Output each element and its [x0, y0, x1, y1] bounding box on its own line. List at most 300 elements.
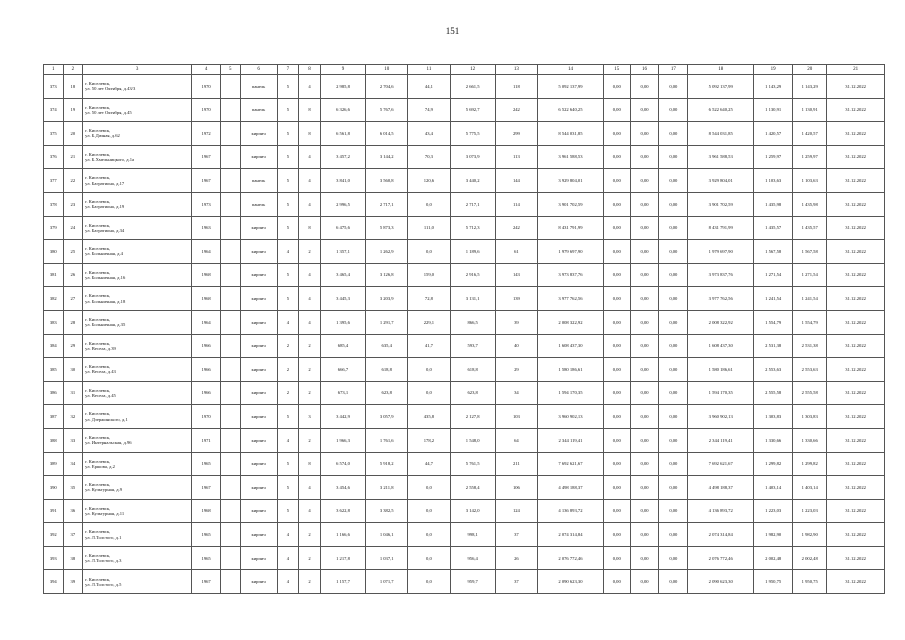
cell-col-7: 5: [277, 169, 299, 193]
cell-col-5: [221, 75, 241, 99]
cell-col-12: 618,8: [450, 358, 495, 382]
cell-col-15: 0,00: [603, 145, 630, 169]
cell-col-7: 4: [277, 570, 299, 594]
cell-col-17: 0,00: [659, 216, 688, 240]
cell-col-13: 143: [495, 263, 537, 287]
cell-col-2: 32: [63, 405, 83, 429]
cell-col-12: 998,1: [450, 523, 495, 547]
cell-col-1: 386: [44, 381, 64, 405]
cell-col-5: [221, 334, 241, 358]
cell-col-6: панель: [240, 169, 277, 193]
cell-col-16: 0,00: [630, 428, 659, 452]
cell-col-6: кирпич: [240, 476, 277, 500]
cell-col-5: [221, 476, 241, 500]
cell-col-6: кирпич: [240, 428, 277, 452]
cell-col-11: 44,1: [408, 75, 450, 99]
table-row: [44, 216, 885, 240]
cell-col-5: [221, 263, 241, 287]
cell-col-11: 0,0: [408, 381, 450, 405]
cell-col-12: 623,8: [450, 381, 495, 405]
cell-col-20: 1 435,98: [793, 192, 827, 216]
cell-col-14: 1 594 170,35: [538, 381, 604, 405]
cell-col-8: 4: [299, 169, 321, 193]
cell-col-19: 2 553,63: [754, 358, 793, 382]
address-cell: [83, 75, 192, 99]
cell-col-13: 139: [495, 287, 537, 311]
cell-col-2: 19: [63, 98, 83, 122]
cell-col-14: 3 960 902,13: [538, 405, 604, 429]
cell-col-18: 2 344 119,41: [688, 428, 754, 452]
table-row: [44, 546, 885, 570]
cell-col-21: 31.12.2022: [827, 452, 885, 476]
cell-col-21: 31.12.2022: [827, 240, 885, 264]
cell-col-10: 623,8: [366, 381, 408, 405]
cell-col-6: панель: [240, 75, 277, 99]
cell-col-11: 120,6: [408, 169, 450, 193]
cell-col-12: 2 661,5: [450, 75, 495, 99]
cell-col-5: [221, 98, 241, 122]
cell-col-19: 1 223,03: [754, 499, 793, 523]
cell-col-5: [221, 240, 241, 264]
column-header-7: 7: [277, 65, 299, 75]
cell-col-21: 31.12.2022: [827, 499, 885, 523]
column-header-9: 9: [320, 65, 365, 75]
cell-col-1: 373: [44, 75, 64, 99]
cell-col-14: 3 929 804,01: [538, 169, 604, 193]
cell-col-13: 40: [495, 334, 537, 358]
cell-col-4: 1967: [192, 570, 221, 594]
cell-col-2: 33: [63, 428, 83, 452]
cell-col-2: 39: [63, 570, 83, 594]
address-line: г. Киселевск,: [85, 293, 111, 299]
address-line: г. Киселевск,: [85, 364, 111, 370]
cell-col-7: 4: [277, 310, 299, 334]
cell-col-7: 5: [277, 405, 299, 429]
address-cell: [83, 310, 192, 334]
cell-col-2: 27: [63, 287, 83, 311]
cell-col-2: 26: [63, 263, 83, 287]
cell-col-7: 5: [277, 499, 299, 523]
cell-col-18: 2 090 623,30: [688, 570, 754, 594]
cell-col-9: 6 475,6: [320, 216, 365, 240]
cell-col-20: 1 303,83: [793, 405, 827, 429]
cell-col-17: 0,00: [659, 428, 688, 452]
cell-col-8: 2: [299, 240, 321, 264]
cell-col-12: 593,7: [450, 334, 495, 358]
cell-col-18: 3 901 702,59: [688, 192, 754, 216]
cell-col-11: 72,8: [408, 287, 450, 311]
address-cell: [83, 405, 192, 429]
cell-col-15: 0,00: [603, 240, 630, 264]
cell-col-5: [221, 428, 241, 452]
cell-col-14: 4 136 893,72: [538, 499, 604, 523]
cell-col-16: 0,00: [630, 358, 659, 382]
cell-col-17: 0,00: [659, 381, 688, 405]
cell-col-18: 3 977 762,56: [688, 287, 754, 311]
cell-col-4: 1967: [192, 145, 221, 169]
cell-col-17: 0,00: [659, 499, 688, 523]
cell-col-16: 0,00: [630, 216, 659, 240]
cell-col-18: 4 498 188,37: [688, 476, 754, 500]
cell-col-17: 0,00: [659, 546, 688, 570]
cell-col-13: 242: [495, 98, 537, 122]
address-line: ул. Л.Толстого, д.1: [85, 534, 122, 540]
address-line: ул. Л.Толстого, д.5: [85, 581, 122, 587]
address-cell: [83, 240, 192, 264]
cell-col-4: 1970: [192, 98, 221, 122]
cell-col-9: 1 966,3: [320, 428, 365, 452]
column-header-6: 6: [240, 65, 277, 75]
cell-col-12: 2 127,8: [450, 405, 495, 429]
cell-col-19: 1 241,54: [754, 287, 793, 311]
address-cell: [83, 192, 192, 216]
cell-col-1: 389: [44, 452, 64, 476]
cell-col-9: 2 996,5: [320, 192, 365, 216]
cell-col-13: 124: [495, 499, 537, 523]
cell-col-18: 3 960 902,13: [688, 405, 754, 429]
column-header-17: 17: [659, 65, 688, 75]
cell-col-21: 31.12.2022: [827, 75, 885, 99]
cell-col-16: 0,00: [630, 169, 659, 193]
cell-col-2: 36: [63, 499, 83, 523]
cell-col-5: [221, 523, 241, 547]
cell-col-11: 0,0: [408, 192, 450, 216]
cell-col-12: 2 717,1: [450, 192, 495, 216]
cell-col-21: 31.12.2022: [827, 192, 885, 216]
address-cell: [83, 499, 192, 523]
cell-col-18: 5 092 137,99: [688, 75, 754, 99]
cell-col-21: 31.12.2022: [827, 216, 885, 240]
table-row: [44, 452, 885, 476]
cell-col-19: 2 002,48: [754, 546, 793, 570]
cell-col-8: 8: [299, 122, 321, 146]
cell-col-6: панель: [240, 98, 277, 122]
cell-col-13: 61: [495, 240, 537, 264]
column-header-4: 4: [192, 65, 221, 75]
cell-col-16: 0,00: [630, 381, 659, 405]
cell-col-2: 22: [63, 169, 83, 193]
cell-col-4: 1965: [192, 546, 221, 570]
cell-col-12: 3 142,0: [450, 499, 495, 523]
cell-col-13: 39: [495, 310, 537, 334]
table-row: [44, 192, 885, 216]
cell-col-10: 3 382,5: [366, 499, 408, 523]
cell-col-16: 0,00: [630, 287, 659, 311]
cell-col-19: 1 403,14: [754, 476, 793, 500]
cell-col-7: 5: [277, 75, 299, 99]
cell-col-2: 29: [63, 334, 83, 358]
cell-col-9: 3 465,4: [320, 263, 365, 287]
cell-col-17: 0,00: [659, 192, 688, 216]
cell-col-14: 2 344 119,41: [538, 428, 604, 452]
cell-col-6: кирпич: [240, 381, 277, 405]
cell-col-14: 2 090 623,30: [538, 570, 604, 594]
cell-col-6: кирпич: [240, 523, 277, 547]
cell-col-12: 956,4: [450, 546, 495, 570]
cell-col-14: 3 901 702,59: [538, 192, 604, 216]
cell-col-14: 1 580 186,61: [538, 358, 604, 382]
cell-col-19: 1 303,83: [754, 405, 793, 429]
column-header-8: 8: [299, 65, 321, 75]
cell-col-2: 38: [63, 546, 83, 570]
cell-col-13: 113: [495, 145, 537, 169]
cell-col-12: 2 916,5: [450, 263, 495, 287]
cell-col-15: 0,00: [603, 570, 630, 594]
cell-col-12: 2 558,4: [450, 476, 495, 500]
address-line: г. Киселевск,: [85, 269, 111, 275]
cell-col-10: 6 014,5: [366, 122, 408, 146]
cell-col-15: 0,00: [603, 428, 630, 452]
cell-col-17: 0,00: [659, 75, 688, 99]
cell-col-8: 4: [299, 499, 321, 523]
cell-col-14: 3 977 762,56: [538, 287, 604, 311]
cell-col-10: 3 144,2: [366, 145, 408, 169]
cell-col-7: 5: [277, 476, 299, 500]
cell-col-16: 0,00: [630, 310, 659, 334]
cell-col-19: 1 982,90: [754, 523, 793, 547]
column-header-15: 15: [603, 65, 630, 75]
cell-col-8: 4: [299, 263, 321, 287]
cell-col-14: 4 498 188,37: [538, 476, 604, 500]
cell-col-7: 5: [277, 122, 299, 146]
address-line: ул. Весела, д.39: [85, 345, 116, 351]
cell-col-4: 1965: [192, 452, 221, 476]
cell-col-9: 1 395,6: [320, 310, 365, 334]
cell-col-11: 111,0: [408, 216, 450, 240]
cell-col-21: 31.12.2022: [827, 523, 885, 547]
cell-col-21: 31.12.2022: [827, 476, 885, 500]
address-line: ул. Б.Дачная, д.62: [85, 133, 120, 139]
address-cell: [83, 287, 192, 311]
cell-col-18: 7 692 621,67: [688, 452, 754, 476]
cell-col-21: 31.12.2022: [827, 334, 885, 358]
cell-col-1: 378: [44, 192, 64, 216]
address-cell: [83, 523, 192, 547]
cell-col-9: 1 166,6: [320, 523, 365, 547]
cell-col-4: 1964: [192, 240, 221, 264]
housing-register-table: [43, 64, 885, 594]
cell-col-9: 3 457,2: [320, 145, 365, 169]
cell-col-16: 0,00: [630, 145, 659, 169]
address-line: г. Киселевск,: [85, 552, 111, 558]
column-header-13: 13: [495, 65, 537, 75]
table-row: [44, 240, 885, 264]
cell-col-7: 5: [277, 98, 299, 122]
cell-col-20: 1 259,97: [793, 145, 827, 169]
cell-col-6: кирпич: [240, 216, 277, 240]
address-line: ул. Весела, д.45: [85, 393, 116, 399]
cell-col-1: 392: [44, 523, 64, 547]
cell-col-16: 0,00: [630, 192, 659, 216]
cell-col-13: 211: [495, 452, 537, 476]
address-line: ул. Багратиона, д.19: [85, 204, 125, 210]
cell-col-4: 1964: [192, 310, 221, 334]
cell-col-13: 29: [495, 358, 537, 382]
column-header-11: 11: [408, 65, 450, 75]
cell-col-9: 685,4: [320, 334, 365, 358]
cell-col-19: 1 299,82: [754, 452, 793, 476]
cell-col-2: 20: [63, 122, 83, 146]
cell-col-20: 1 420,57: [793, 122, 827, 146]
cell-col-11: 0,0: [408, 240, 450, 264]
cell-col-17: 0,00: [659, 287, 688, 311]
cell-col-14: 2 008 322,92: [538, 310, 604, 334]
cell-col-6: кирпич: [240, 452, 277, 476]
cell-col-18: 2 074 314,84: [688, 523, 754, 547]
cell-col-6: кирпич: [240, 405, 277, 429]
address-line: г. Киселевск,: [85, 482, 111, 488]
cell-col-7: 2: [277, 381, 299, 405]
address-line: ул. Л.Толстого, д.3: [85, 558, 122, 564]
cell-col-21: 31.12.2022: [827, 405, 885, 429]
cell-col-20: 1 435,57: [793, 216, 827, 240]
cell-col-1: 393: [44, 546, 64, 570]
cell-col-4: 1968: [192, 263, 221, 287]
cell-col-15: 0,00: [603, 546, 630, 570]
cell-col-7: 2: [277, 334, 299, 358]
cell-col-1: 377: [44, 169, 64, 193]
cell-col-12: 866,5: [450, 310, 495, 334]
address-line: ул. Багратиона, д.17: [85, 180, 125, 186]
cell-col-16: 0,00: [630, 334, 659, 358]
cell-col-18: 8 544 031,85: [688, 122, 754, 146]
cell-col-10: 1 071,7: [366, 570, 408, 594]
cell-col-4: 1968: [192, 287, 221, 311]
cell-col-20: 2 555,58: [793, 381, 827, 405]
cell-col-2: 30: [63, 358, 83, 382]
cell-col-4: 1970: [192, 75, 221, 99]
cell-col-15: 0,00: [603, 216, 630, 240]
cell-col-16: 0,00: [630, 98, 659, 122]
cell-col-13: 299: [495, 122, 537, 146]
cell-col-17: 0,00: [659, 570, 688, 594]
cell-col-14: 8 431 791,99: [538, 216, 604, 240]
cell-col-12: 1 548,0: [450, 428, 495, 452]
cell-col-16: 0,00: [630, 570, 659, 594]
cell-col-12: 5 761,5: [450, 452, 495, 476]
cell-col-21: 31.12.2022: [827, 122, 885, 146]
cell-col-19: 1 435,98: [754, 192, 793, 216]
cell-col-16: 0,00: [630, 546, 659, 570]
address-cell: [83, 263, 192, 287]
cell-col-11: 0,0: [408, 476, 450, 500]
cell-col-7: 4: [277, 546, 299, 570]
cell-col-2: 24: [63, 216, 83, 240]
cell-col-1: 388: [44, 428, 64, 452]
cell-col-4: 1967: [192, 169, 221, 193]
cell-col-14: 8 544 031,85: [538, 122, 604, 146]
cell-col-9: 6 561,8: [320, 122, 365, 146]
cell-col-20: 1 567,58: [793, 240, 827, 264]
cell-col-18: 1 979 697,90: [688, 240, 754, 264]
address-cell: [83, 381, 192, 405]
address-line: ул. Дзержинского, д.1: [85, 416, 128, 422]
cell-col-14: 6 522 640,25: [538, 98, 604, 122]
column-header-3: 3: [83, 65, 192, 75]
cell-col-2: 25: [63, 240, 83, 264]
cell-col-4: 1966: [192, 334, 221, 358]
cell-col-8: 4: [299, 287, 321, 311]
cell-col-15: 0,00: [603, 122, 630, 146]
cell-col-19: 1 554,79: [754, 310, 793, 334]
cell-col-14: 2 076 772,46: [538, 546, 604, 570]
cell-col-9: 1 217,8: [320, 546, 365, 570]
cell-col-11: 0,0: [408, 499, 450, 523]
cell-col-17: 0,00: [659, 145, 688, 169]
cell-col-4: 1973: [192, 192, 221, 216]
cell-col-4: 1971: [192, 428, 221, 452]
cell-col-8: 3: [299, 405, 321, 429]
cell-col-13: 118: [495, 75, 537, 99]
address-line: г. Киселевск,: [85, 317, 111, 323]
cell-col-8: 2: [299, 381, 321, 405]
column-header-19: 19: [754, 65, 793, 75]
cell-col-5: [221, 405, 241, 429]
cell-col-1: 382: [44, 287, 64, 311]
column-header-2: 2: [63, 65, 83, 75]
cell-col-11: 0,0: [408, 570, 450, 594]
table-row: [44, 405, 885, 429]
cell-col-13: 103: [495, 405, 537, 429]
cell-col-8: 2: [299, 334, 321, 358]
address-cell: [83, 570, 192, 594]
page-number: 151: [445, 26, 460, 36]
cell-col-21: 31.12.2022: [827, 570, 885, 594]
cell-col-15: 0,00: [603, 499, 630, 523]
cell-col-5: [221, 145, 241, 169]
cell-col-8: 4: [299, 476, 321, 500]
cell-col-10: 1 291,7: [366, 310, 408, 334]
table-row: [44, 75, 885, 99]
column-header-14: 14: [538, 65, 604, 75]
cell-col-17: 0,00: [659, 405, 688, 429]
table-row: [44, 381, 885, 405]
column-header-12: 12: [450, 65, 495, 75]
cell-col-4: 1966: [192, 358, 221, 382]
cell-col-5: [221, 499, 241, 523]
cell-col-15: 0,00: [603, 169, 630, 193]
cell-col-17: 0,00: [659, 523, 688, 547]
cell-col-9: 1 357,1: [320, 240, 365, 264]
cell-col-6: кирпич: [240, 240, 277, 264]
column-header-21: 21: [827, 65, 885, 75]
cell-col-5: [221, 216, 241, 240]
cell-col-11: 70,3: [408, 145, 450, 169]
cell-col-19: 1 259,97: [754, 145, 793, 169]
address-line: г. Киселевск,: [85, 175, 111, 181]
cell-col-15: 0,00: [603, 405, 630, 429]
cell-col-10: 618,8: [366, 358, 408, 382]
cell-col-14: 2 074 314,84: [538, 523, 604, 547]
cell-col-6: кирпич: [240, 358, 277, 382]
cell-col-20: 1 271,54: [793, 263, 827, 287]
cell-col-1: 394: [44, 570, 64, 594]
cell-col-4: 1970: [192, 405, 221, 429]
cell-col-1: 375: [44, 122, 64, 146]
cell-col-13: 106: [495, 476, 537, 500]
cell-col-10: 2 704,6: [366, 75, 408, 99]
column-header-1: 1: [44, 65, 64, 75]
cell-col-14: 1 979 697,90: [538, 240, 604, 264]
cell-col-11: 0,0: [408, 523, 450, 547]
address-cell: [83, 334, 192, 358]
cell-col-5: [221, 358, 241, 382]
address-line: г. Киселевск,: [85, 199, 111, 205]
cell-col-9: 6 574,0: [320, 452, 365, 476]
cell-col-9: 3 442,9: [320, 405, 365, 429]
cell-col-2: 37: [63, 523, 83, 547]
address-line: ул. Интернальская, д.96: [85, 440, 132, 446]
